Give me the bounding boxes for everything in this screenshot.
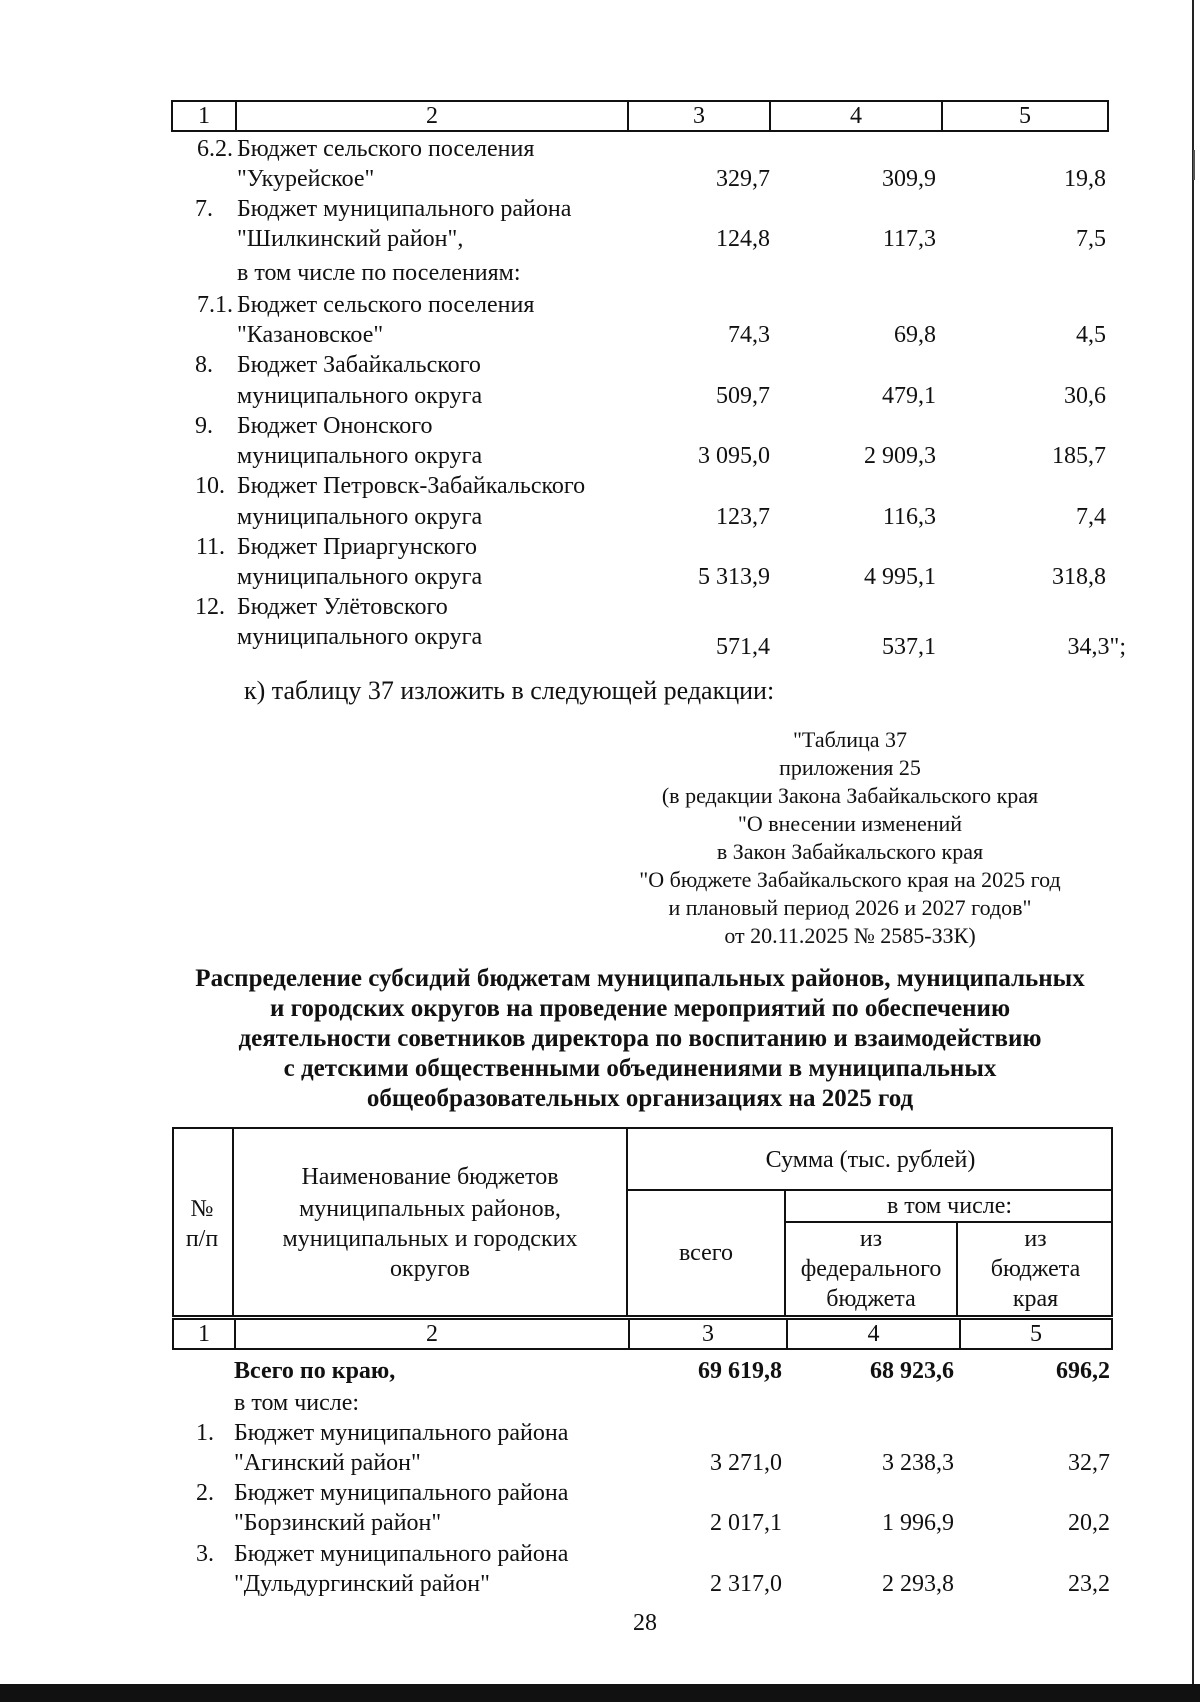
table-appendix-note — [600, 726, 1100, 950]
row-name-line1: Бюджет муниципального района — [234, 1420, 569, 1446]
row-name-line1: Бюджет муниципального района — [237, 196, 572, 222]
row-total: 3 095,0 — [698, 443, 770, 469]
col-federal-header: бюджета — [826, 1286, 916, 1312]
row-total: 2 017,1 — [710, 1510, 782, 1536]
including-label: в том числе по поселениям: — [237, 260, 521, 286]
col-index-4: 4 — [770, 101, 942, 131]
col-index-5: 5 — [942, 101, 1108, 131]
row-number: 6.2. — [197, 136, 233, 162]
row-regional: 7,4 — [1076, 504, 1106, 530]
row-name-line2: муниципального округа — [237, 624, 483, 650]
total-sum: 69 619,8 — [698, 1358, 782, 1384]
table37-index-row — [172, 1318, 1113, 1350]
col-index-2: 2 — [236, 101, 628, 131]
row-number: 9. — [195, 413, 213, 439]
header-divider — [784, 1221, 1113, 1223]
title-line: общеобразовательных организациях на 2025 год — [366, 1085, 914, 1112]
row-name-line1: Бюджет муниципального района — [234, 1541, 569, 1567]
row-number: 1. — [196, 1420, 214, 1446]
top-table-header — [171, 100, 1109, 132]
row-total: 74,3 — [728, 322, 770, 348]
row-federal: 3 238,3 — [882, 1450, 954, 1476]
total-label: Всего по краю, — [234, 1358, 396, 1384]
scan-artifact — [1193, 150, 1195, 180]
row-name-line2: муниципального округа — [237, 504, 483, 530]
col-name-header: муниципальных районов, — [299, 1196, 561, 1222]
row-name-line1: Бюджет муниципального района — [234, 1480, 569, 1506]
row-regional: 23,2 — [1068, 1571, 1110, 1597]
row-name-line2: "Укурейское" — [237, 166, 375, 192]
col-index-2: 2 — [235, 1319, 629, 1349]
col-num-header: № — [190, 1196, 214, 1222]
row-federal: 2 909,3 — [864, 443, 936, 469]
col-index-5: 5 — [960, 1319, 1112, 1349]
col-regional-header: края — [1012, 1286, 1059, 1312]
col-name-header: Наименование бюджетов — [301, 1164, 559, 1190]
col-regional-header: из — [1024, 1226, 1047, 1252]
row-federal: 537,1 — [882, 634, 936, 660]
instruction-paragraph: к) таблицу 37 изложить в следующей редакции: — [244, 676, 775, 705]
row-federal: 309,9 — [882, 166, 936, 192]
row-regional: 4,5 — [1076, 322, 1106, 348]
table-title — [160, 964, 1120, 1114]
title-line: с детскими общественными объединениями в муниципальных — [283, 1055, 997, 1082]
row-number: 11. — [195, 534, 225, 560]
scan-border-right — [1192, 0, 1194, 1702]
row-regional: 30,6 — [1064, 383, 1106, 409]
row-regional: 19,8 — [1064, 166, 1106, 192]
page-number: 28 — [633, 1610, 657, 1636]
including-label: в том числе: — [234, 1390, 360, 1416]
row-name-line1: Бюджет Улётовского — [237, 594, 448, 620]
row-name-line1: Бюджет Приаргунского — [237, 534, 477, 560]
row-federal: 4 995,1 — [864, 564, 936, 590]
row-regional: 185,7 — [1052, 443, 1106, 469]
row-federal: 69,8 — [894, 322, 936, 348]
row-name-line1: Бюджет Петровск-Забайкальского — [237, 473, 586, 499]
scan-border-bottom — [0, 1684, 1200, 1702]
col-name-header: округов — [390, 1256, 470, 1282]
total-federal: 68 923,6 — [870, 1358, 954, 1384]
row-name-line2: муниципального округа — [237, 383, 483, 409]
sum-header: Сумма (тыс. рублей) — [765, 1147, 976, 1173]
row-federal: 1 996,9 — [882, 1510, 954, 1536]
row-total: 509,7 — [716, 383, 770, 409]
row-total: 3 271,0 — [710, 1450, 782, 1476]
title-line: деятельности советников директора по воспитанию и взаимодействию — [238, 1025, 1042, 1052]
col-index-3: 3 — [629, 1319, 787, 1349]
row-total: 123,7 — [716, 504, 770, 530]
row-number: 12. — [195, 594, 225, 620]
row-regional: 7,5 — [1076, 226, 1106, 252]
col-num-header: п/п — [185, 1226, 219, 1252]
col-index-1: 1 — [172, 101, 236, 131]
row-total: 571,4 — [716, 634, 770, 660]
row-name-line2: "Дульдургинский район" — [234, 1571, 490, 1597]
note-line: и плановый период 2026 и 2027 годов" — [668, 895, 1032, 920]
row-total: 124,8 — [716, 226, 770, 252]
note-line: в Закон Забайкальского края — [716, 839, 984, 864]
col-name-header: муниципальных и городских — [282, 1226, 578, 1252]
row-name-line1: Бюджет Ононского — [237, 413, 433, 439]
row-number: 8. — [195, 352, 213, 378]
title-line: и городских округов на проведение мероприятий по обеспечению — [269, 995, 1011, 1022]
row-regional: 34,3"; — [1067, 634, 1126, 660]
row-regional: 318,8 — [1052, 564, 1106, 590]
header-divider — [172, 1315, 1113, 1317]
row-federal: 2 293,8 — [882, 1571, 954, 1597]
row-regional: 32,7 — [1068, 1450, 1110, 1476]
row-total: 329,7 — [716, 166, 770, 192]
row-name-line1: Бюджет сельского поселения — [237, 136, 535, 162]
col-regional-header: бюджета — [990, 1256, 1081, 1282]
row-number: 7.1. — [197, 292, 233, 318]
note-line: "О бюджете Забайкальского края на 2025 год — [639, 867, 1061, 892]
row-name-line2: "Агинский район" — [234, 1450, 421, 1476]
note-line: "О внесении изменений — [737, 811, 963, 836]
col-index-4: 4 — [787, 1319, 960, 1349]
row-number: 7. — [195, 196, 213, 222]
note-line: (в редакции Закона Забайкальского края — [661, 783, 1039, 808]
row-name-line2: муниципального округа — [237, 443, 483, 469]
col-index-1: 1 — [173, 1319, 235, 1349]
row-federal: 116,3 — [882, 504, 936, 530]
note-line: "Таблица 37 — [792, 727, 908, 752]
row-number: 10. — [195, 473, 225, 499]
row-name-line2: муниципального округа — [237, 564, 483, 590]
row-name-line2: "Шилкинский район", — [237, 226, 464, 252]
row-number: 2. — [196, 1480, 214, 1506]
row-federal: 479,1 — [882, 383, 936, 409]
note-line: приложения 25 — [779, 755, 921, 780]
total-regional: 696,2 — [1056, 1358, 1110, 1384]
including-header: в том числе: — [886, 1193, 1013, 1219]
col-federal-header: федерального — [800, 1256, 942, 1282]
row-name-line1: Бюджет Забайкальского — [237, 352, 481, 378]
row-total: 2 317,0 — [710, 1571, 782, 1597]
row-federal: 117,3 — [882, 226, 936, 252]
row-regional: 20,2 — [1068, 1510, 1110, 1536]
title-line: Распределение субсидий бюджетам муниципальных районов, муниципальных — [195, 965, 1085, 992]
row-total: 5 313,9 — [698, 564, 770, 590]
row-name-line2: "Борзинский район" — [234, 1510, 442, 1536]
row-name-line1: Бюджет сельского поселения — [237, 292, 535, 318]
col-total-header: всего — [678, 1240, 734, 1266]
row-name-line2: "Казановское" — [237, 322, 384, 348]
col-federal-header: из — [859, 1226, 883, 1252]
col-index-3: 3 — [628, 101, 770, 131]
note-line: от 20.11.2025 № 2585-ЗЗК) — [724, 923, 976, 948]
row-number: 3. — [196, 1541, 214, 1567]
